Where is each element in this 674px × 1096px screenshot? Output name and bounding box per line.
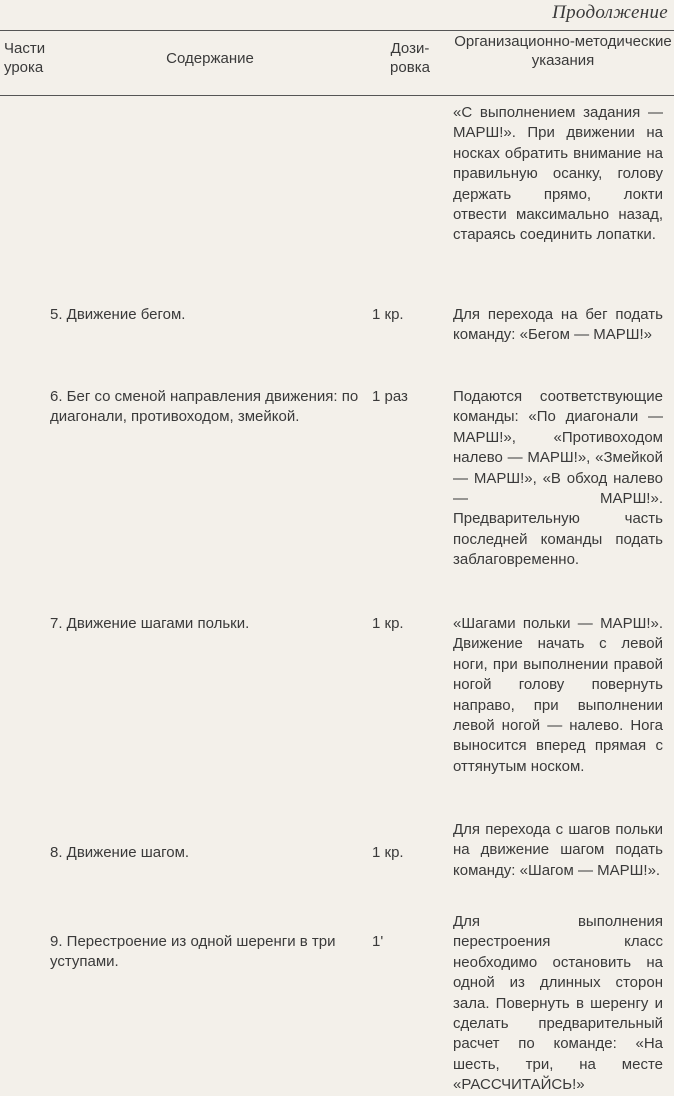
row-content: 6. Бег со сменой направления движения: по диагонали, противоходом, змейкой. (50, 388, 359, 426)
continuation-label: Продолжение (552, 2, 668, 23)
column-header-parts: Части урока (4, 40, 46, 76)
column-header-notes: Организационно-методические указания (454, 33, 672, 69)
row-content: 7. Движение шагами польки. (50, 615, 250, 632)
row-notes: «Шагами польки — МАРШ!». Движение начать с левой ноги, при выполнении правой ногой голову повернуть направо, при выполнении левой ногой — налево. Нога выносится вперед прямая с оттянутым носком. (453, 615, 663, 775)
row-notes: Для перехода с шагов польки на движение шагом подать команду: «Шагом — МАРШ!». (453, 821, 663, 879)
row-dose: 1 кр. (372, 844, 404, 861)
row-notes: Для перехода на бег подать команду: «Бегом — МАРШ!» (453, 306, 663, 344)
column-header-dose: Дози-ровка (390, 40, 430, 76)
row-content: 5. Движение бегом. (50, 306, 186, 323)
row-content: 8. Движение шагом. (50, 844, 190, 861)
column-header-content: Содержание (166, 50, 254, 67)
row-dose: 1 кр. (372, 306, 404, 323)
row-notes: «С выполнением задания — МАРШ!». При движении на носках обратить внимание на правильную осанку, голову держать прямо, локти отвести максимально назад, стараясь соединить лопатки. (453, 104, 663, 244)
table-header (0, 30, 674, 96)
row-notes: Для выполнения перестроения класс необходимо остановить на одной из длинных сторон зала. Повернуть в шеренгу и сделать предварительный расчет по команде: «На шесть, три, на месте «РАССЧИТАЙСЬ!» (453, 913, 663, 1094)
row-dose: 1 кр. (372, 615, 404, 632)
row-content: 9. Перестроение из одной шеренги в три уступами. (50, 933, 336, 971)
row-notes: Подаются соответствующие команды: «По диагонали — МАРШ!», «Противоходом налево — МАРШ!», «Змейкой — МАРШ!», «В обход налево — МАРШ!». Предварительную часть последней команды подать заблаговременно. (453, 388, 663, 569)
row-dose: 1 раз (372, 388, 408, 405)
row-dose: 1' (372, 933, 384, 950)
